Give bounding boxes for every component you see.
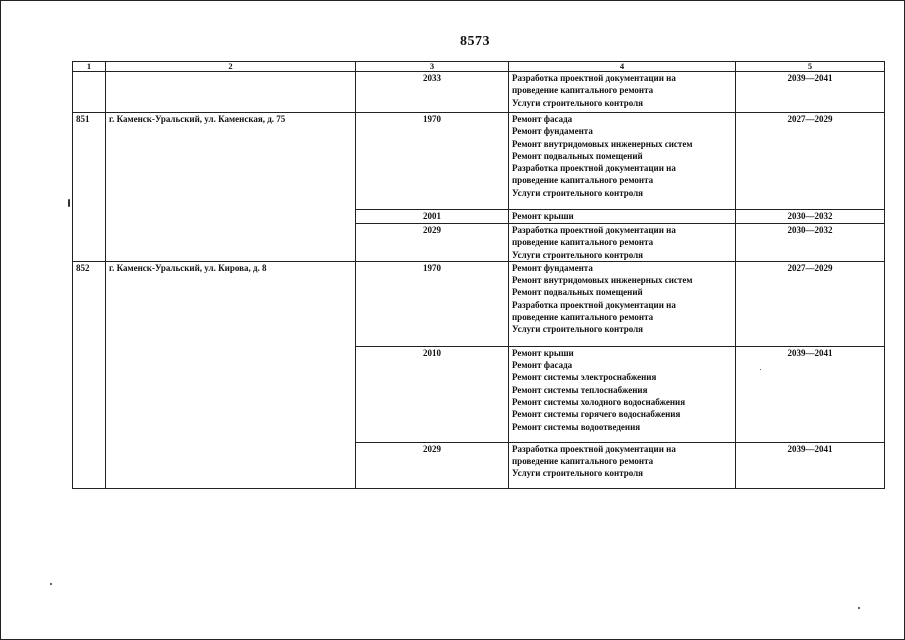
work-line: Ремонт крыши [512,211,574,221]
table-row [73,72,885,113]
period-cell: 2039—2041 [736,346,885,442]
work-line: Услуги строительного контроля [512,249,644,260]
work-line: Услуги строительного контроля [512,468,644,479]
works-cell [509,224,736,262]
work-line: Ремонт фасада [512,114,573,124]
work-line: Разработка проектной документации на [512,225,676,235]
period-cell: 2030—2032 [736,224,885,262]
works-cell [509,442,736,488]
work-line: Ремонт системы теплоснабжения [512,384,648,395]
work-line: Услуги строительного контроля [512,97,644,108]
work-line: Ремонт системы холодного водоснабжения [512,397,686,408]
column-header-3: 3 [356,62,509,72]
scan-speck [50,583,52,585]
work-line: Ремонт фундамента [512,126,593,137]
scan-speck [68,199,70,207]
work-line: Разработка проектной документации на [512,163,676,174]
work-line: проведение капитального ремонта [512,312,654,323]
work-line: Ремонт подвальных помещений [512,150,643,161]
row-number-cell: 852 [73,261,106,488]
column-header-5: 5 [736,62,885,72]
year-cell: 2010 [356,346,509,442]
works-cell [509,72,736,113]
work-line: Услуги строительного контроля [512,324,644,335]
table-row [73,261,885,346]
work-line: Ремонт внутридомовых инженерных систем [512,275,693,286]
work-line: Ремонт крыши [512,347,574,358]
scan-speck [760,369,761,370]
work-line: Ремонт подвальных помещений [512,287,643,298]
work-line: Ремонт фасада [512,360,573,371]
period-cell: 2039—2041 [736,442,885,488]
works-cell [509,210,736,224]
year-cell: 1970 [356,261,509,346]
work-line: Разработка проектной документации на [512,443,676,454]
table-row [73,113,885,210]
header-row [73,62,885,72]
year-cell: 2033 [356,72,509,113]
works-cell [509,113,736,210]
period-cell: 2027—2029 [736,113,885,210]
page-number: 8573 [460,34,490,49]
year-cell: 2029 [356,224,509,262]
period-cell: 2039—2041 [736,72,885,113]
year-cell: 2029 [356,442,509,488]
address-cell: г. Каменск-Уральский, ул. Кирова, д. 8 [106,261,356,488]
work-line: Ремонт системы горячего водоснабжения [512,409,681,420]
column-header-4: 4 [509,62,736,72]
repair-schedule-table [72,61,885,489]
work-line: проведение капитального ремонта [512,456,654,467]
address-cell: г. Каменск-Уральский, ул. Каменская, д. 75 [106,113,356,262]
work-line: Разработка проектной документации на [512,73,676,83]
year-cell: 2001 [356,210,509,224]
row-number-cell: 851 [73,113,106,262]
work-line: Ремонт системы водоотведения [512,421,641,432]
scan-speck [858,607,860,609]
row-number-cell [73,72,106,113]
work-line: Услуги строительного контроля [512,187,644,198]
work-line: Ремонт внутридомовых инженерных систем [512,138,693,149]
year-cell: 1970 [356,113,509,210]
work-line: Ремонт системы электроснабжения [512,372,657,383]
column-header-1: 1 [73,62,106,72]
works-cell [509,346,736,442]
work-line: проведение капитального ремонта [512,237,654,248]
work-line: проведение капитального ремонта [512,175,654,186]
address-cell [106,72,356,113]
period-cell: 2030—2032 [736,210,885,224]
works-cell [509,261,736,346]
work-line: проведение капитального ремонта [512,85,654,96]
column-header-2: 2 [106,62,356,72]
work-line: Разработка проектной документации на [512,299,676,310]
period-cell: 2027—2029 [736,261,885,346]
work-line: Ремонт фундамента [512,262,593,273]
table-body [73,72,885,489]
